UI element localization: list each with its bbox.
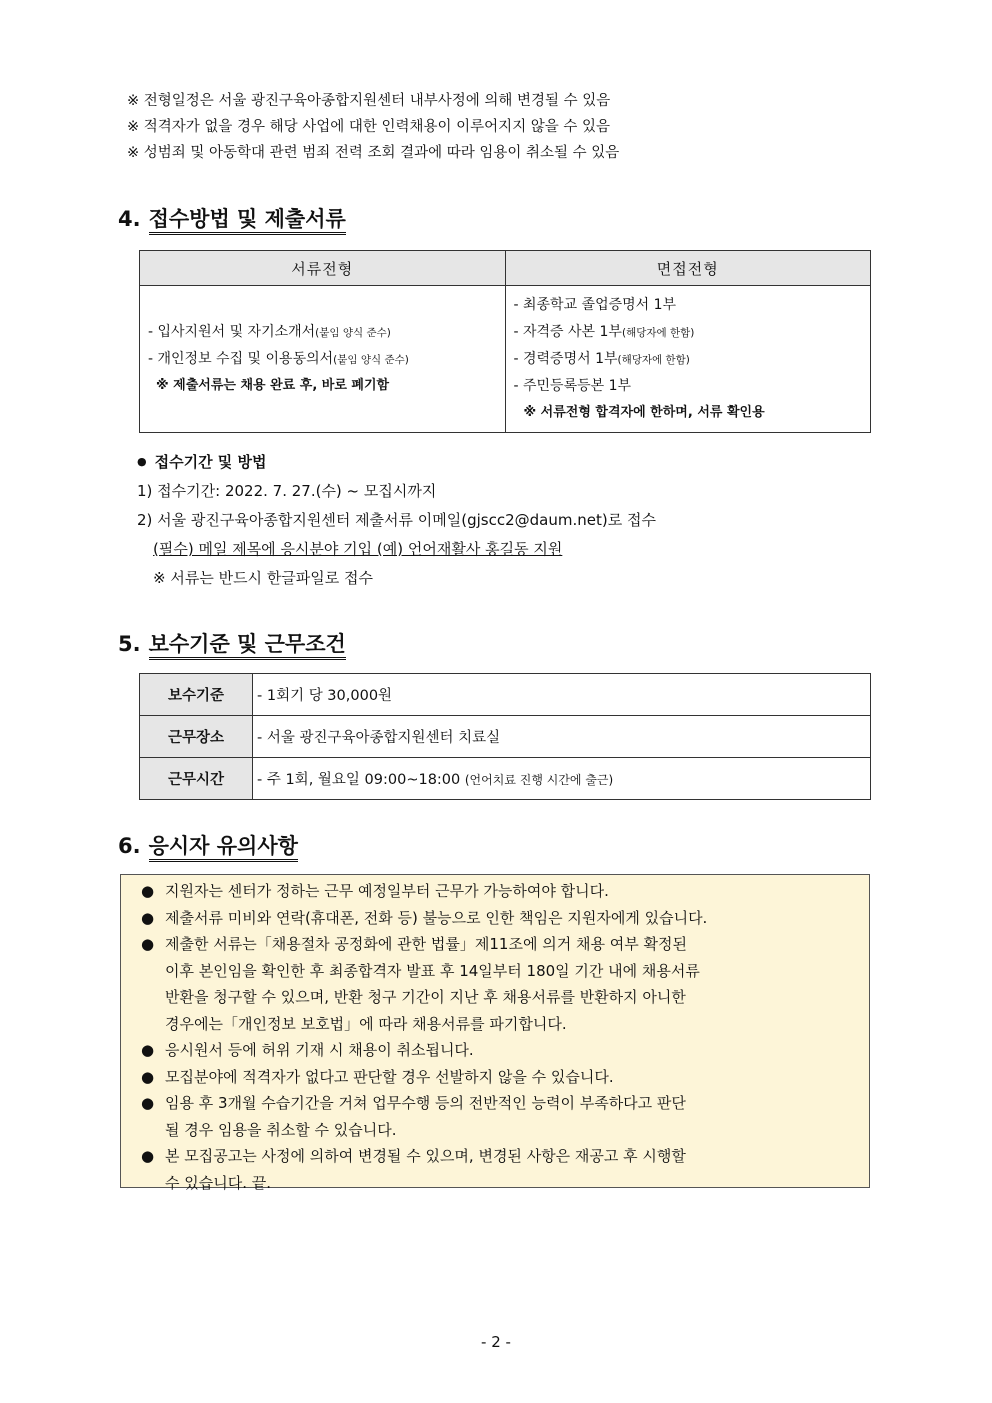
section-title: 보수기준 및 근무조건: [149, 632, 346, 660]
disposal-note: ※ 제출서류는 채용 완료 후, 바로 폐기함: [156, 378, 390, 393]
receipt-email: 2) 서울 광진구육아종합지원센터 제출서류 이메일(gjscc2@daum.net)로 접수: [137, 511, 656, 529]
table-row: [140, 758, 871, 800]
row-value: - 주 1회, 월요일 09:00~18:00 (언어치료 진행 시간에 출근): [253, 758, 871, 800]
required-document: - 최종학교 졸업증명서 1부: [513, 297, 677, 313]
note-line: ※ 성범죄 및 아동학대 관련 범죄 전력 조회 결과에 따라 임용이 취소될 수 있음: [127, 145, 620, 161]
note-line: ※ 전형일정은 서울 광진구육아종합지원센터 내부사정에 의해 변경될 수 있음: [127, 93, 611, 109]
page-number: - 2 -: [481, 1333, 511, 1351]
submission-table: [139, 250, 871, 433]
bullet-icon: ●: [141, 935, 155, 953]
bullet-icon: ●: [141, 882, 155, 900]
bullet-icon: ●: [137, 455, 147, 468]
list-item: ● 제출서류 미비와 연락(휴대폰, 전화 등) 불능으로 인한 책임은 지원자에게 있습니다.: [141, 905, 859, 932]
list-item: ● 지원자는 센터가 정하는 근무 예정일부터 근무가 가능하여야 합니다.: [141, 878, 859, 905]
required-document: - 개인정보 수집 및 이용동의서(붙임 양식 준수): [148, 351, 409, 367]
mail-subject-rule: (필수) 메일 제목에 응시분야 기입 (예) 언어재활사 홍길동 지원: [153, 540, 563, 558]
bullet-icon: ●: [141, 1041, 155, 1059]
column-header: 서류전형: [140, 251, 506, 286]
document-stage-cell: [140, 286, 506, 433]
section-5-heading: [118, 628, 346, 658]
row-label: 근무장소: [140, 716, 253, 758]
file-format-note: ※ 서류는 반드시 한글파일로 접수: [153, 569, 374, 587]
section-4-heading: [118, 203, 346, 233]
required-document: - 경력증명서 1부(해당자에 한함): [513, 351, 690, 367]
row-label: 근무시간: [140, 758, 253, 800]
list-item: ● 임용 후 3개월 수습기간을 거쳐 업무수행 등의 전반적인 능력이 부족하다고 판단 될 경우 임용을 취소할 수 있습니다.: [141, 1090, 859, 1143]
list-item: ● 제출한 서류는「채용절차 공정화에 관한 법률」제11조에 의거 채용 여부 확정된 이후 본인임을 확인한 후 최종합격자 발표 후 14일부터 180일 기간 내에 채용서류 반환을 청구할 수 있으며, 반환 청구 기간이 지난 후 채용서류를 반환하지 아니한 경우에는「개인정보 보호법」에 따라 채용서류를 파기합니다.: [141, 931, 859, 1037]
required-document: - 입사지원서 및 자기소개서(붙임 양식 준수): [148, 324, 391, 340]
interview-stage-cell: [505, 286, 871, 433]
table-row: [140, 674, 871, 716]
receipt-title: ● 접수기간 및 방법: [137, 453, 267, 471]
bullet-icon: ●: [141, 908, 155, 927]
column-header: 면접전형: [505, 251, 871, 286]
section-6-heading: [118, 830, 298, 860]
list-item: ● 모집분야에 적격자가 없다고 판단할 경우 선발하지 않을 수 있습니다.: [141, 1064, 859, 1091]
required-document: - 자격증 사본 1부(해당자에 한함): [513, 324, 695, 340]
list-item: ● 본 모집공고는 사정에 의하여 변경될 수 있으며, 변경된 사항은 재공고 후 시행할 수 있습니다. 끝.: [141, 1143, 859, 1196]
receipt-period: 1) 접수기간: 2022. 7. 27.(수) ~ 모집시까지: [137, 482, 437, 500]
section-number: 4.: [118, 207, 141, 231]
bullet-icon: ●: [141, 1147, 155, 1165]
section-number: 6.: [118, 834, 141, 858]
section-number: 5.: [118, 632, 141, 656]
receipt-method: [137, 447, 656, 593]
schedule-notes: [127, 88, 619, 166]
row-value: - 서울 광진구육아종합지원센터 치료실: [253, 716, 871, 758]
applicant-notice-box: [120, 874, 870, 1192]
section-title: 응시자 유의사항: [149, 834, 298, 862]
row-value: - 1회기 당 30,000원: [253, 674, 871, 716]
table-row: [140, 716, 871, 758]
bullet-icon: ●: [141, 1067, 155, 1086]
note-line: ※ 적격자가 없을 경우 해당 사업에 대한 인력채용이 이루어지지 않을 수 있음: [127, 119, 611, 135]
section-title: 접수방법 및 제출서류: [149, 207, 346, 235]
verification-note: ※ 서류전형 합격자에 한하며, 서류 확인용: [523, 405, 765, 420]
bullet-icon: ●: [141, 1094, 155, 1112]
list-item: ● 응시원서 등에 허위 기재 시 채용이 취소됩니다.: [141, 1037, 859, 1064]
conditions-table: [139, 673, 871, 800]
row-label: 보수기준: [140, 674, 253, 716]
required-document: - 주민등록등본 1부: [513, 378, 632, 394]
